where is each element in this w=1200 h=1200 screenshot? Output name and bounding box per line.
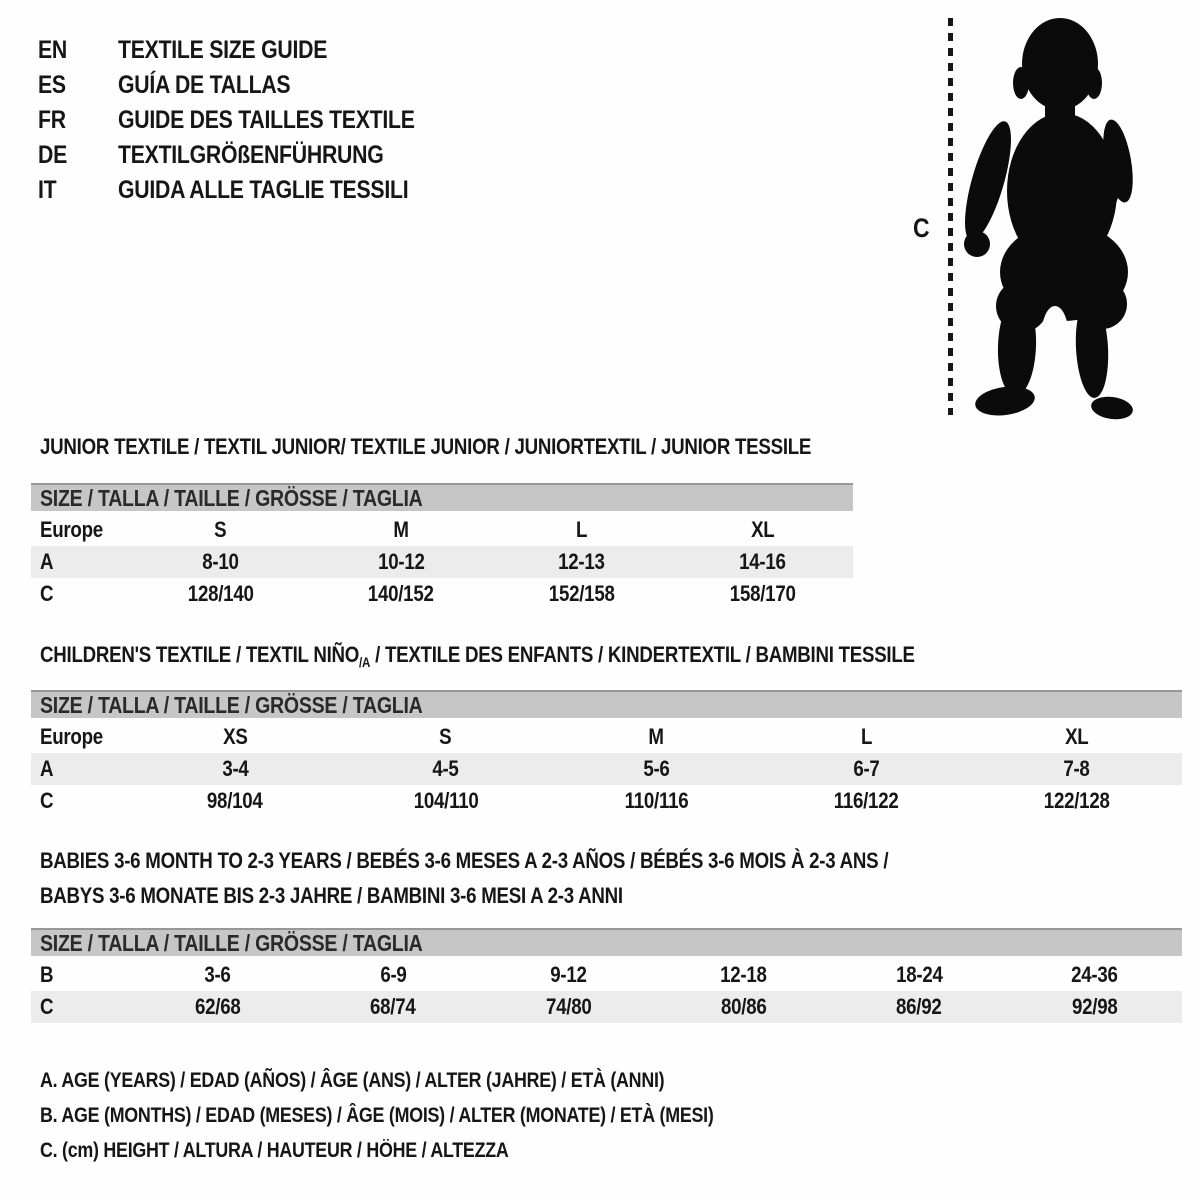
cell: 6-9 bbox=[379, 962, 407, 987]
junior-section-title bbox=[40, 434, 947, 460]
cell: XL bbox=[1065, 724, 1089, 749]
cell: 98/104 bbox=[207, 788, 264, 813]
size-header-label: SIZE / TALLA / TAILLE / GRÖSSE / TAGLIA bbox=[40, 929, 423, 956]
cell: 62/68 bbox=[194, 994, 241, 1019]
table-row bbox=[31, 721, 1182, 753]
cell: 12-13 bbox=[558, 549, 606, 574]
cell: 3-6 bbox=[204, 962, 231, 987]
cell: M bbox=[393, 517, 409, 542]
lang-title: TEXTILGRÖßENFÜHRUNG bbox=[118, 141, 384, 169]
cell: 86/92 bbox=[896, 994, 942, 1019]
size-header-label: SIZE / TALLA / TAILLE / GRÖSSE / TAGLIA bbox=[40, 484, 423, 511]
cell: 8-10 bbox=[202, 549, 239, 574]
cell: M bbox=[648, 724, 664, 749]
cell: 3-4 bbox=[222, 756, 249, 781]
lang-row-en bbox=[38, 33, 467, 68]
table-row bbox=[31, 578, 853, 610]
babies-section-title bbox=[40, 843, 1038, 913]
cell: 12-18 bbox=[720, 962, 767, 987]
cell: L bbox=[860, 724, 872, 749]
children-size-header-bar bbox=[31, 690, 1182, 718]
cell: 7-8 bbox=[1063, 756, 1090, 781]
cell: 122/128 bbox=[1043, 788, 1110, 813]
cell: XS bbox=[222, 724, 248, 749]
cell: S bbox=[214, 517, 227, 542]
toddler-silhouette-icon bbox=[960, 16, 1135, 420]
legend-text: C. (cm) HEIGHT / ALTURA / HAUTEUR / HÖHE / ALTEZZA bbox=[40, 1139, 509, 1162]
lang-code: DE bbox=[38, 141, 68, 169]
size-header-label: SIZE / TALLA / TAILLE / GRÖSSE / TAGLIA bbox=[40, 691, 423, 718]
row-label: C bbox=[40, 788, 54, 813]
row-label: A bbox=[40, 756, 54, 781]
row-label: Europe bbox=[40, 517, 103, 542]
lang-row-it bbox=[38, 173, 467, 208]
lang-row-de bbox=[38, 138, 467, 173]
babies-title-line2: BABYS 3-6 MONATE BIS 2-3 JAHRE / BAMBINI 3-6 MESI A 2-3 ANNI bbox=[40, 883, 623, 908]
legend-line-c bbox=[40, 1138, 591, 1163]
table-row bbox=[31, 514, 853, 546]
row-label: Europe bbox=[40, 724, 103, 749]
lang-title: GUÍA DE TALLAS bbox=[118, 71, 291, 99]
cell: 9-12 bbox=[550, 962, 587, 987]
table-row bbox=[31, 991, 1182, 1023]
cell: S bbox=[439, 724, 452, 749]
title-suffix: / TEXTILE DES ENFANTS / KINDERTEXTIL / BAMBINI TESSILE bbox=[370, 642, 915, 667]
cell: 10-12 bbox=[377, 549, 425, 574]
table-row bbox=[31, 753, 1182, 785]
lang-code: ES bbox=[38, 71, 66, 99]
row-label: C bbox=[40, 994, 54, 1019]
cell: XL bbox=[750, 517, 775, 542]
cell: 110/116 bbox=[624, 788, 688, 813]
lang-title: GUIDE DES TAILLES TEXTILE bbox=[118, 106, 415, 134]
cell: 24-36 bbox=[1071, 962, 1118, 987]
cell: 116/122 bbox=[834, 788, 899, 813]
row-label: C bbox=[40, 581, 54, 606]
legend-text: B. AGE (MONTHS) / EDAD (MESES) / ÂGE (MOIS) / ALTER (MONATE) / ETÀ (MESI) bbox=[40, 1104, 714, 1127]
lang-code: EN bbox=[38, 36, 68, 64]
legend-line-a bbox=[40, 1068, 775, 1093]
lang-title: TEXTILE SIZE GUIDE bbox=[118, 36, 328, 64]
junior-size-table bbox=[31, 483, 853, 610]
table-row bbox=[31, 546, 853, 578]
cell: 92/98 bbox=[1071, 994, 1118, 1019]
lang-code: FR bbox=[38, 106, 66, 134]
height-measure-line bbox=[948, 18, 953, 415]
lang-title: GUIDA ALLE TAGLIE TESSILI bbox=[118, 176, 409, 204]
legend-line-b bbox=[40, 1103, 832, 1128]
cell: L bbox=[576, 517, 588, 542]
lang-row-fr bbox=[38, 103, 467, 138]
cell: 14-16 bbox=[739, 549, 786, 574]
height-measure-label: C bbox=[913, 213, 930, 243]
language-title-block bbox=[38, 33, 467, 208]
cell: 140/152 bbox=[368, 581, 435, 606]
cell: 6-7 bbox=[853, 756, 880, 781]
children-section-title-text bbox=[40, 642, 915, 676]
babies-size-header-bar bbox=[31, 928, 1182, 956]
lang-code: IT bbox=[38, 176, 57, 204]
table-row bbox=[31, 785, 1182, 817]
row-label: B bbox=[40, 962, 54, 987]
cell: 18-24 bbox=[895, 962, 943, 987]
cell: 158/170 bbox=[729, 581, 796, 606]
cell: 128/140 bbox=[187, 581, 254, 606]
title-prefix: CHILDREN'S TEXTILE / TEXTIL NIÑO bbox=[40, 642, 360, 667]
cell: 4-5 bbox=[432, 756, 459, 781]
cell: 152/158 bbox=[548, 581, 615, 606]
junior-size-header-bar bbox=[31, 483, 853, 511]
cell: 5-6 bbox=[642, 756, 670, 781]
cell: 74/80 bbox=[545, 994, 592, 1019]
table-row bbox=[31, 959, 1182, 991]
children-size-table bbox=[31, 690, 1182, 817]
babies-title-line1: BABIES 3-6 MONTH TO 2-3 YEARS / BEBÉS 3-6 MESES A 2-3 AÑOS / BÉBÉS 3-6 MOIS À 2-3 ANS / bbox=[40, 848, 889, 873]
cell: 80/86 bbox=[720, 994, 767, 1019]
cell: 68/74 bbox=[370, 994, 416, 1019]
cell: 104/110 bbox=[413, 788, 479, 813]
children-section-title bbox=[40, 642, 1069, 676]
legend-text: A. AGE (YEARS) / EDAD (AÑOS) / ÂGE (ANS) / ALTER (JAHRE) / ETÀ (ANNI) bbox=[40, 1069, 665, 1092]
title-subscript: /A bbox=[359, 654, 371, 670]
babies-size-table bbox=[31, 928, 1182, 1023]
lang-row-es bbox=[38, 68, 467, 103]
row-label: A bbox=[40, 549, 54, 574]
junior-section-title-text: JUNIOR TEXTILE / TEXTIL JUNIOR/ TEXTILE JUNIOR / JUNIORTEXTIL / JUNIOR TESSILE bbox=[40, 434, 812, 459]
